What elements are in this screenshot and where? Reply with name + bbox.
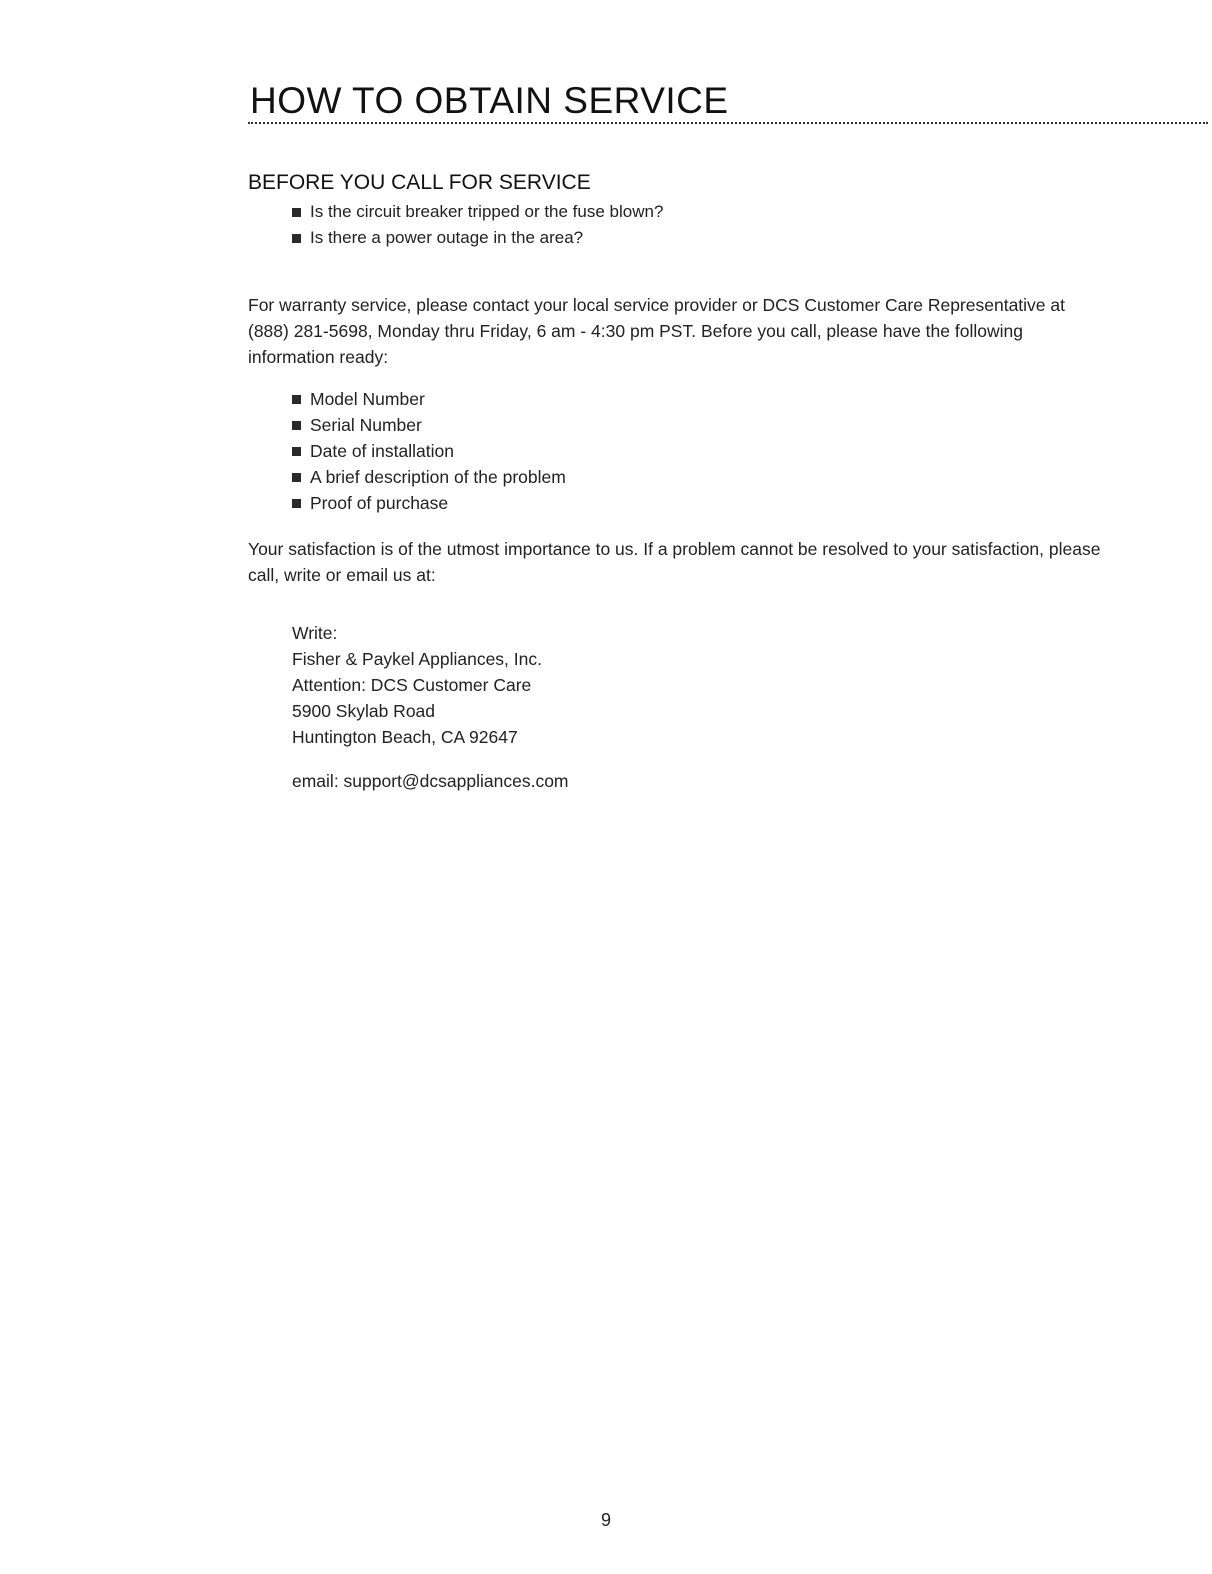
page-title: HOW TO OBTAIN SERVICE bbox=[250, 80, 729, 121]
list-item-text: Serial Number bbox=[310, 415, 422, 435]
write-label: Write: bbox=[292, 623, 338, 643]
attention-line: Attention: DCS Customer Care bbox=[292, 675, 532, 695]
pre-call-checklist bbox=[292, 199, 663, 251]
satisfaction-paragraph: Your satisfaction is of the utmost importance to us. If a problem cannot be resolved to your satisfaction, please call, write or email us at: bbox=[248, 539, 1101, 585]
list-item bbox=[292, 386, 566, 412]
list-item bbox=[292, 412, 566, 438]
square-bullet-icon bbox=[292, 473, 301, 482]
list-item-text: A brief description of the problem bbox=[310, 467, 566, 487]
list-item bbox=[292, 438, 566, 464]
title-divider bbox=[248, 122, 1208, 124]
list-item bbox=[292, 490, 566, 516]
square-bullet-icon bbox=[292, 447, 301, 456]
list-item bbox=[292, 225, 663, 251]
square-bullet-icon bbox=[292, 234, 301, 243]
street-address: 5900 Skylab Road bbox=[292, 701, 436, 721]
city-state-zip: Huntington Beach, CA 92647 bbox=[292, 727, 518, 747]
section-heading-before-call: BEFORE YOU CALL FOR SERVICE bbox=[248, 171, 591, 194]
list-item bbox=[292, 199, 663, 225]
square-bullet-icon bbox=[292, 421, 301, 430]
list-item-text: Is there a power outage in the area? bbox=[310, 228, 584, 247]
list-item-text: Is the circuit breaker tripped or the fuse blown? bbox=[310, 202, 664, 221]
warranty-paragraph: For warranty service, please contact your local service provider or DCS Customer Care Representative at (888) 281-5698, Monday thru Friday, 6 am - 4:30 pm PST. Before you call, please have the following information ready: bbox=[248, 295, 1065, 367]
list-item-text: Proof of purchase bbox=[310, 493, 449, 513]
mailing-address bbox=[292, 620, 542, 750]
company-name: Fisher & Paykel Appliances, Inc. bbox=[292, 649, 542, 669]
square-bullet-icon bbox=[292, 395, 301, 404]
square-bullet-icon bbox=[292, 208, 301, 217]
list-item-text: Date of installation bbox=[310, 441, 454, 461]
email-contact: email: support@dcsappliances.com bbox=[292, 771, 569, 791]
required-info-list bbox=[292, 386, 566, 516]
list-item-text: Model Number bbox=[310, 389, 425, 409]
square-bullet-icon bbox=[292, 499, 301, 508]
page-number: 9 bbox=[600, 1510, 611, 1530]
list-item bbox=[292, 464, 566, 490]
